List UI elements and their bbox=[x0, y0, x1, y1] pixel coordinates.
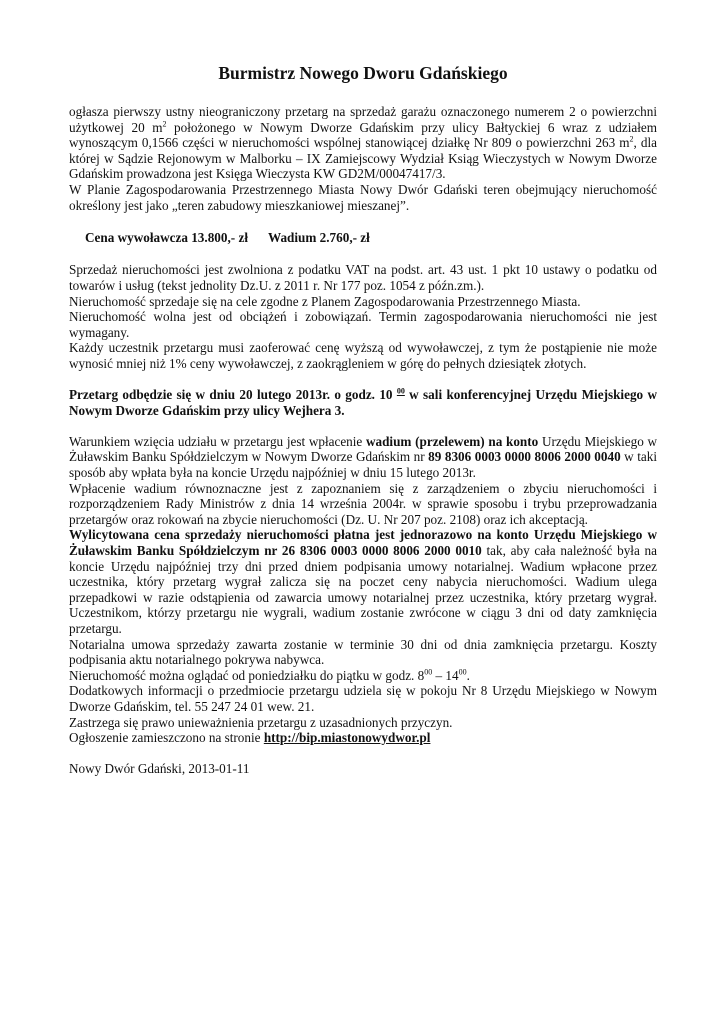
viewing-text-1: Nieruchomość można oglądać od poniedziałku do piątku w godz. 8 bbox=[69, 667, 425, 683]
deposit-text-1: Warunkiem wzięcia udziału w przetargu jest wpłacenie bbox=[69, 433, 366, 449]
deposit-text-4: w taki sposób aby wpłata była na koncie Urzędu najpóźniej w dniu 15 lutego 2013r. bbox=[69, 449, 657, 481]
viewing-paragraph bbox=[69, 668, 657, 684]
vat-paragraph: Sprzedaż nieruchomości jest zwolniona z podatku VAT na podst. art. 43 ust. 1 pkt 10 ustawy o podatku od towarów i usług (tekst jednolity Dz.U. z 2011 r. Nr 177 poz. 1054 z późn.zm.). bbox=[69, 262, 657, 293]
cancel-paragraph: Zastrzega się prawo unieważnienia przetargu z uzasadnionych przyczyn. bbox=[69, 714, 453, 730]
deposit-text-2: wadium (przelewem) na konto bbox=[365, 433, 539, 449]
price-line bbox=[85, 229, 657, 247]
intro-text-2: położonego w Nowym Dworze Gdańskim przy ulicy Bałtyckiej 6 wraz z udziałem wynoszącym 0,1566 części w nieruchomości wspólnej stanowiącej działkę Nr 809 o powierzchni 263 m bbox=[69, 119, 657, 151]
page-title: Burmistrz Nowego Dworu Gdańskiego bbox=[218, 63, 508, 83]
viewing-text-2: – 14 bbox=[432, 667, 459, 683]
place-date: Nowy Dwór Gdański, 2013-01-11 bbox=[69, 761, 250, 777]
deposit-account-number: 89 8306 0003 0000 8006 2000 0040 bbox=[428, 449, 621, 465]
payment-text: tak, aby cała należność była na koncie Urzędu najpóźniej trzy dni przed dniem podpisania umowy notarialnej. Wadium wpłacone przez uczestnika, który przetarg wygrał zalicza się na poczet ceny nabycia nieruchomości. Wadium ulega przepadkowi w razie odstąpienia od zawarcia umowy notarialnej przez uczestnika, który przetarg wygrał. Uczestnikom, którzy przetargu nie wygrali, wadium zostanie zwrócone w ciągu 3 dni od daty zamknięcia przetargu. bbox=[69, 543, 657, 636]
notary-paragraph: Notarialna umowa sprzedaży zawarta zostanie w terminie 30 dni od dnia zamknięcia przetargu. Koszty podpisania aktu notarialnego pokrywa nabywca. bbox=[69, 636, 657, 668]
deposit-paragraph bbox=[69, 434, 657, 481]
viewing-text-3: . bbox=[466, 667, 470, 683]
encumbrance-paragraph: Nieruchomość wolna jest od obciążeń i zobowiązań. Termin zagospodarowania nieruchomości nie jest wymagany. bbox=[69, 309, 657, 340]
starting-price: Cena wywoławcza 13.800,- zł bbox=[85, 229, 248, 245]
intro-text-1: ogłasza pierwszy ustny nieograniczony przetarg na sprzedaż garażu oznaczonego numerem 2 o powierzchni użytkowej 20 m bbox=[69, 104, 657, 135]
intro-text-3: , dla której w Sądzie Rejonowym w Malborku – IX Zamiejscowy Wydział Ksiąg Wieczystych w Nowym Dworze Gdańskim prowadzona jest Księga Wieczysta KW GD2M/00047417/3. bbox=[69, 135, 657, 182]
info-paragraph: Dodatkowych informacji o przedmiocie przetargu udziela się w pokoju Nr 8 Urzędu Miejskiego w Nowym Dworze Gdańskim, tel. 55 247 24 01 wew. 21. bbox=[69, 683, 657, 714]
payment-paragraph bbox=[69, 527, 657, 636]
intro-paragraph bbox=[69, 104, 657, 182]
plan-paragraph: W Planie Zagospodarowania Przestrzennego Miasta Nowy Dwór Gdański teren obejmujący nieruchomość określony jest jako „teren zabudowy mieszkaniowej mieszanej”. bbox=[69, 181, 657, 213]
intro-sup-2: 2 bbox=[629, 134, 634, 144]
viewing-sup-1: 00 bbox=[424, 667, 433, 677]
viewing-sup-2: 00 bbox=[458, 667, 467, 677]
auction-text-2: w sali konferencyjnej Urzędu Miejskiego w Nowym Dworze Gdańskim przy ulicy Wejhera 3. bbox=[69, 387, 657, 418]
acceptance-paragraph: Wpłacenie wadium równoznaczne jest z zapoznaniem się z zarządzeniem o zbyciu nieruchomości i rozporządzeniem Rady Ministrów z dnia 14 września 2004r. w sprawie sposobu i trybu przeprowadzania przetargów oraz rokowań na zbycie nieruchomości (Dz. U. Nr 207 poz. 2108) oraz ich akceptacją. bbox=[69, 480, 657, 527]
auction-text-1: Przetarg odbędzie się w dniu 20 lutego 2013r. o godz. 10 bbox=[69, 387, 397, 403]
auction-time-sup: 00 bbox=[396, 386, 405, 396]
plan-purpose-paragraph: Nieruchomość sprzedaje się na cele zgodne z Planem Zagospodarowania Przestrzennego Miasta. bbox=[69, 293, 581, 309]
bid-paragraph: Każdy uczestnik przetargu musi zaoferować cenę wyższą od wywoławczej, z tym że postąpienie nie może wynosić mniej niż 1% ceny wywoławczej, z zaokrągleniem w górę do pełnych dziesiątek złotych. bbox=[69, 340, 657, 371]
bip-link[interactable]: http://bip.miastonowydwor.pl bbox=[263, 730, 431, 746]
auction-date-paragraph bbox=[69, 387, 657, 418]
payment-account: Wylicytowana cena sprzedaży nieruchomości płatna jest jednorazowo na konto Urzędu Miejskiego w Żuławskim Banku Spółdzielczym nr 26 8306 0003 0000 8006 2000 0010 bbox=[69, 527, 657, 559]
posted-paragraph bbox=[69, 730, 657, 746]
posted-text: Ogłoszenie zamieszczono na stronie bbox=[69, 730, 264, 746]
deposit-amount: Wadium 2.760,- zł bbox=[267, 229, 370, 245]
deposit-text-3: Urzędu Miejskiego w Żuławskim Banku Spółdzielczym w Nowym Dworze Gdańskim nr bbox=[69, 433, 658, 465]
document-page bbox=[69, 62, 657, 777]
intro-sup-1: 2 bbox=[162, 119, 167, 129]
